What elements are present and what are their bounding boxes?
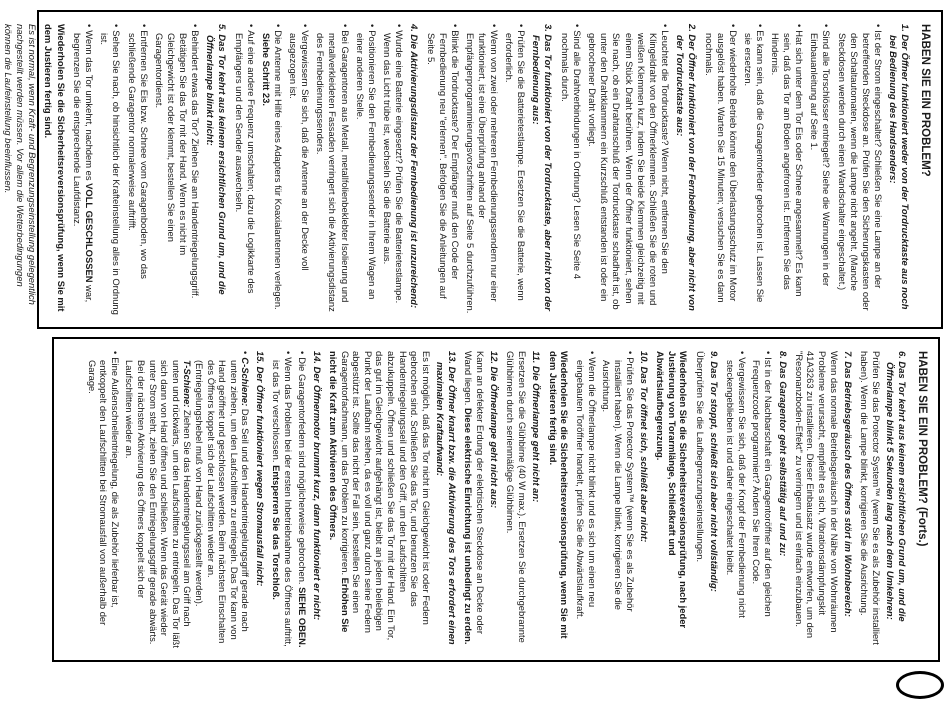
- bullet-icon: •: [794, 24, 806, 28]
- body-text: Die Garagentorfedern sind möglicherweise gebrochen.: [297, 357, 309, 588]
- body-text: 7. Das Betriebsgeräusch des Öffners stört im Wohnbereich:: [843, 351, 855, 617]
- body-text: Es ist normal, wenn Kraft- und Begrenzungseinstellung gelegentlich nachgestellt werden müssen. Vor allem die Wetterbedingungen können die Laufeinstellung beeinflussen.: [2, 24, 38, 305]
- bold-text: Diese elektrische Einrichtung ist unbedingt zu erden.: [463, 407, 474, 645]
- body-text: Wenn die Öffnerlampe nicht blinkt und es sich um einen neu eingebauten Toröffner handelt, prüfen Sie die Abwärtslaufkraft.: [575, 357, 598, 620]
- body-text: 9. Das Tor stoppt, schließt sich aber nicht vollständig:: [709, 351, 721, 592]
- bullet-icon: •: [366, 24, 378, 28]
- section-heading: [311, 351, 323, 648]
- bullet-item: [354, 24, 378, 315]
- bullet-icon: •: [872, 24, 884, 28]
- body-text: Wenn das Tor umkehrt, nachdem es: [84, 30, 96, 184]
- bold-italic-text: C-Schiene:: [240, 357, 252, 407]
- bullet-item: [808, 24, 832, 315]
- bullet-item: [751, 351, 774, 648]
- bullet-item: [125, 24, 149, 315]
- bold-text: Entsperren Sie das Torschloß.: [271, 465, 283, 600]
- bullet-item: [559, 24, 583, 315]
- page-title: HABEN SIE EIN PROBLEM?: [919, 24, 931, 177]
- section-heading: [254, 351, 266, 648]
- body-text: Behindert etwas das Tor? Ziehen Sie am Handentriegelungsgriff. Betätigen Sie das Tor mit der Hand. Wenn es nicht im Gleichgewicht ist oder klemmt, bestellen Sie einen Garagentordienst.: [153, 30, 202, 299]
- page-title-continued: HABEN SIE EIN PROBLEM? (Forts.): [916, 351, 928, 547]
- bullet-icon: •: [138, 24, 150, 28]
- paragraph: [547, 351, 570, 648]
- bullet-icon: •: [736, 351, 748, 355]
- bullet-icon: •: [754, 24, 766, 28]
- oval-annotation-mark: [896, 671, 944, 699]
- body-text: Vergewissern Sie sich, daß die Antenne an der Decke voll ausgezogen ist.: [288, 30, 312, 271]
- troubleshooting-page-1: [2, 10, 943, 329]
- bold-text: VOLL GESCHLOSSEN: [84, 183, 96, 283]
- paragraph: [462, 351, 485, 648]
- body-text: Ersetzen Sie die Glühbirne (40 W max.). Ersetzen Sie durchgebrannte Glühbirnen durch serienmäßige Glühbirnen.: [505, 351, 528, 643]
- body-text: Wurde eine Batterie eingesetzt? Prüfen Sie die Batterietestlampe. Wenn das Licht trübe ist, wechseln Sie die Batterie aus.: [381, 30, 405, 304]
- section-heading: [709, 351, 721, 648]
- body-text: 11. Die Öffnerlampe geht nicht an:: [531, 351, 543, 503]
- body-text: Das Seil und den Handentriegelungsgriff gerade nach unten ziehen, um den Laufschlitten zu entriegeln. Das Tor kann von Hand geöffnet und geschlossen werden. Beim nächsten Einschalten des Öffners koppelt sich der Laufschlitten wieder an. (Entriegelungshebel muß von Hand zurückgestellt werden).: [194, 360, 252, 644]
- bullet-icon: •: [821, 24, 833, 28]
- body-text: Wenn das Problem bei der ersten Inbetriebnahme des Öffners auftritt, ist das Tor verschlossen.: [271, 357, 294, 647]
- bullet-icon: •: [659, 24, 671, 28]
- paragraph: [655, 351, 690, 648]
- body-text: Es ist möglich, daß das Tor nicht im Gleichgewicht ist oder Federn gebrochen sind. Schließen Sie das Tor, und benutzen Sie das Handentriegelungsseil und den Griff, um den Laufschlitten abzukuppeln. Öffnen und schließen Sie das Tor mit der Hand. Ein Tor, das gut im Gleichgewicht aufgehängt ist, bleibt an jedem beliebigen Punkt der Laufbahn stehen, da es voll und ganz durch seine Federn abgestützt ist. Sollte das nicht der Fall sein, bestellen Sie einen Garagentorfachmann, um das Problem zu korrigieren.: [339, 351, 432, 641]
- page-body: [86, 351, 908, 648]
- body-text: 8. Das Garagentor geht selbsttätig auf und zu:: [777, 351, 789, 557]
- bold-text: Siehe Schritt 23.: [261, 33, 272, 106]
- bullet-item: [297, 351, 309, 648]
- bullet-item: [503, 24, 527, 315]
- bullet-item: [260, 24, 284, 315]
- body-text: Prüfen Sie die Batterietestlampe. Ersetzen Sie die Batterie, wenn erforderlich.: [504, 30, 528, 301]
- bullet-item: [742, 24, 766, 315]
- section-heading: [531, 351, 543, 648]
- bullet-item: [287, 24, 311, 315]
- section-heading: [204, 24, 228, 315]
- body-text: Blinkt die Tordrucktaste? Der Empfänger muß den Code der Fernbedienung neu "erlernen". Befolgen Sie die Anleitungen auf Seite 5.: [425, 30, 461, 299]
- body-text: Ziehen Sie das Handentriegelungsseil am Griff nach unten und rückwärts, um den Laufschlitten zu entriegeln. Das Tor läßt sich dann von Hand öffnen und schließen. Wenn das Gerät wieder unter Strom steht, ziehen Sie den Entriegelungsgriff gerade abwärts. Bei der nächsten Aktivierung des Öffners koppelt sich der Laufschlitten wieder an.: [124, 360, 194, 649]
- body-text: Bei Garagentoren aus Metall, metallfolienbeklebter Isolierung und metallverkleideten Fassaden verringert sich die Aktivierungsdistanz des Fernbedienungssenders.: [315, 30, 351, 312]
- body-text: 15. Der Öffner funktioniert wegen Stromausfall nicht:: [255, 351, 266, 587]
- body-text: Vergewissern Sie sich, daß der Knopf der Fernbedienung nicht steckengeblieben ist und daher eingeschaltet bleibt.: [725, 357, 748, 618]
- bullet-icon: •: [245, 24, 257, 28]
- bullet-item: [233, 24, 257, 315]
- bullet-item: [601, 351, 636, 648]
- bullet-item: [725, 351, 748, 648]
- body-text: Sehen Sie nach, ob hinsichtlich der Krafteinstellung alles in Ordnung ist.: [99, 30, 123, 315]
- bullet-icon: •: [586, 351, 598, 355]
- body-text: 6. Das Tor kehrt aus keinem ersichtlichen Grund um, und die Öffnerlampe blinkt 5 Sekunden lang nach dem Umkehren:: [885, 351, 908, 622]
- bullet-item: [835, 24, 883, 315]
- body-text: 3. Das Tor funktioniert von der Tordrucktaste, aber nicht von der Fernbedienung aus:: [531, 24, 555, 311]
- section-heading: [639, 351, 651, 648]
- bullet-icon: •: [516, 24, 528, 28]
- bold-text: Erhöhen Sie nicht die Kraft zum Aktivieren des Öffners.: [327, 351, 351, 633]
- bullet-icon: •: [449, 24, 461, 28]
- bullet-item: [271, 351, 294, 648]
- body-text: Überprüfen Sie die Laufbegrenzungseinstellungen.: [694, 351, 706, 563]
- section-heading: [435, 351, 458, 648]
- bullet-icon: •: [111, 24, 123, 28]
- body-text: 1. Der Öffner funktioniert weder von der Tordrucktaste aus noch bei Bedienung des Handsenders:: [887, 24, 911, 310]
- body-text: Eine Außenschnellentriegelung, die als Zubehör lieferbar ist, entkoppelt den Laufschlitten bei Stromausfall von außerhalb der Garage.: [86, 357, 121, 626]
- bullet-icon: •: [109, 351, 121, 355]
- bullet-item: [71, 24, 95, 315]
- body-text: Positionieren Sie den Fernbedienungssender in Ihrem Wagen an einer anderen Stelle.: [354, 30, 378, 300]
- body-text: Sind alle Drahtverbindungen in Ordnung? Lesen Sie Seite 4 nochmals durch.: [560, 30, 584, 279]
- body-text: Wenn von zwei oder mehreren Fernbedienungssendern nur einer funktioniert, ist eine Überprüfung anhand der Empfängerprogrammierungsvorschriften auf Seite 5 durchzuführen.: [464, 30, 501, 314]
- section-heading: [843, 351, 855, 648]
- bullet-item: [464, 24, 500, 315]
- body-text: Prüfen Sie das Protector System™ (wenn Sie es als Zubehör installiert haben). Wenn die Lampe blinkt, korrigieren Sie die Ausrichtung.: [859, 351, 882, 645]
- section-heading: [530, 24, 554, 315]
- bullet-icon: •: [273, 24, 285, 28]
- bold-italic-text: T-Schiene:: [182, 360, 194, 408]
- body-text: Leuchtet die Tordrucktaste? Wenn nicht, entfernen Sie den Klingeldraht von den Öffnerklemmen. Schließen Sie die roten und weißen Klemmen kurz, indem Sie beide Klemmen gleichzeitig mit einem Stück Draht berühren. Wenn der Öffner funktioniert, sehen Sie nach, ob ein Drahtanschluß der Tordrucktaste schadhaft ist, ob unter den Drahtklammern ein Kurzschluß entstanden ist oder ein gebrochener Draht vorliegt.: [587, 30, 671, 310]
- body-text: war, begrenzen Sie die entsprechende Laufdistanz.: [72, 33, 96, 303]
- body-text: 12. Die Öffnerlampe geht nicht aus:: [489, 351, 501, 509]
- paragraph: [505, 351, 528, 648]
- paragraph: [859, 351, 882, 648]
- section-heading: [489, 351, 501, 648]
- paragraph: [2, 24, 38, 315]
- page-body: [2, 24, 911, 315]
- bullet-icon: •: [393, 24, 405, 28]
- bullet-item: [425, 24, 461, 315]
- body-text: Wiederholen Sie die Sicherheitsreversionsprüfung, nach jeder Justierung von Torarmlänge, Schließkraft und Abwärtslaufbegrenzung.: [655, 351, 690, 629]
- body-text: Wiederholen Sie die Sicherheitsreversionsprüfung, wenn Sie mit dem Justieren fertig sind.: [547, 351, 571, 639]
- troubleshooting-page-2: [52, 337, 940, 662]
- bullet-item: [575, 351, 598, 648]
- body-text: Kann an defekter Erdung der elektrischen Steckdose an Decke oder Wand liegen.: [463, 351, 486, 634]
- bullet-icon: •: [489, 24, 501, 28]
- section-heading: [777, 351, 789, 648]
- section-heading: [887, 24, 911, 315]
- bullet-item: [193, 351, 251, 648]
- section-heading: [674, 24, 698, 315]
- bullet-icon: •: [727, 24, 739, 28]
- bullet-icon: •: [282, 351, 294, 355]
- body-text: 5. Das Tor kehrt aus keinem ersichtlichen Grund um, und die Öffnerlampe blinkt nicht:: [205, 24, 229, 295]
- bullet-icon: •: [339, 24, 351, 28]
- body-text: Wenn das normale Betriebsgeräusch in der Nähe von Wohnräumen Probleme verursacht, empfiehlt es sich, Vibrationsdämpfungskit 41A3263 zu installieren. Dieser Einbausatz wurde entworfen, um den "Resonanzboden-Effekt" zu verringern und ist einfach einzubauen.: [793, 351, 840, 639]
- body-text: Entfernen Sie Eis bzw. Schnee vom Garagenboden, wo das schließende Garagentor normalerweise auftrifft.: [126, 30, 150, 279]
- bullet-item: [153, 24, 201, 315]
- paragraph: [694, 351, 706, 648]
- section-heading: [885, 351, 908, 648]
- bullet-icon: •: [624, 351, 636, 355]
- body-text: Ist in der Nachbarschaft ein Garagentoröffner auf den gleichen Frequenzcode programmiert? Ändern Sie Ihren Code.: [751, 357, 775, 617]
- body-text: 14. Der Öffnermotor brummt kurz, dann funktioniert er nicht:: [311, 351, 323, 621]
- paragraph: [793, 351, 839, 648]
- body-text: 2. Der Öffner funktioniert von der Fernbedienung, aber nicht von der Tordrucktaste aus:: [674, 24, 698, 311]
- body-text: Der wiederholte Betrieb könnte den Überlastungsschutz im Motor ausgelöst haben. Warten Sie 15 Minuten; versuchen Sie es dann nochmals.: [703, 30, 739, 303]
- paragraph: [42, 24, 66, 315]
- body-text: Auf eine andere Frequenz umschalten; dazu die Logikkarte des Empfängers und den Sender auswechseln.: [233, 30, 257, 294]
- body-text: Es kann sein, daß die Garagentorfeder gebrochen ist. Lassen Sie sie ersetzen.: [742, 30, 766, 303]
- bullet-icon: •: [84, 24, 96, 28]
- paragraph: [124, 360, 194, 648]
- bullet-icon: •: [297, 351, 309, 355]
- body-text: Die Antenne mit Hilfe eines Adapters für Koaxialantennen verlegen.: [273, 30, 285, 310]
- bold-text: SIEHE OBEN.: [297, 587, 309, 648]
- bullet-icon: •: [572, 24, 584, 28]
- bullet-item: [314, 24, 350, 315]
- bullet-item: [586, 24, 671, 315]
- body-text: Ist der Strom eingeschaltet? Schließen Sie eine Lampe an der betreffenden Steckdose an. Prüfen Sie den Sicherungskasten oder den Schaltautomaten, wenn die Lampe nicht angeht. (Manche Steckdosen werden durch einen Wandschalter eingeschaltet.): [836, 30, 884, 311]
- body-text: Hat sich unter dem Tor Eis oder Schnee angesammelt? Es kann sein, daß das Tor am Boden angefroren ist. Entfernen Sie das Hindernis.: [770, 30, 806, 297]
- body-text: 10. Das Tor öffnet sich, schließt aber nicht:: [639, 351, 651, 543]
- body-text: Prüfen Sie das Protector System™ (wenn Sie es als Zubehör installiert haben). Wenn die Lampe blinkt, korrigieren Sie die Ausrichtung.: [601, 357, 636, 612]
- bullet-icon: •: [190, 24, 202, 28]
- body-text: Wiederholen Sie die Sicherheitsreversionsprüfung, wenn Sie mit dem Justieren fertig sind.: [43, 24, 67, 312]
- bullet-item: [703, 24, 739, 315]
- bullet-item: [98, 24, 122, 315]
- bullet-item: [769, 24, 805, 315]
- section-heading: [408, 24, 420, 315]
- paragraph: [327, 351, 431, 648]
- body-text: 13. Der Öffner knarrt bzw. die Aktivierung des Tors erfordert einen maximalen Kraftaufwand:: [435, 351, 458, 645]
- bullet-icon: •: [240, 351, 252, 355]
- body-text: 4. Die Aktivierungsdistanz der Fernbedienung ist unzureichend:: [409, 24, 421, 309]
- bullet-icon: •: [763, 351, 775, 355]
- body-text: Sind alle Torschlösser entriegelt? Siehe die Warnungen in der Einbauanleitung auf Seite 1.: [809, 30, 833, 287]
- bullet-item: [381, 24, 405, 315]
- bullet-item: [86, 351, 121, 648]
- bullet-icon: •: [300, 24, 312, 28]
